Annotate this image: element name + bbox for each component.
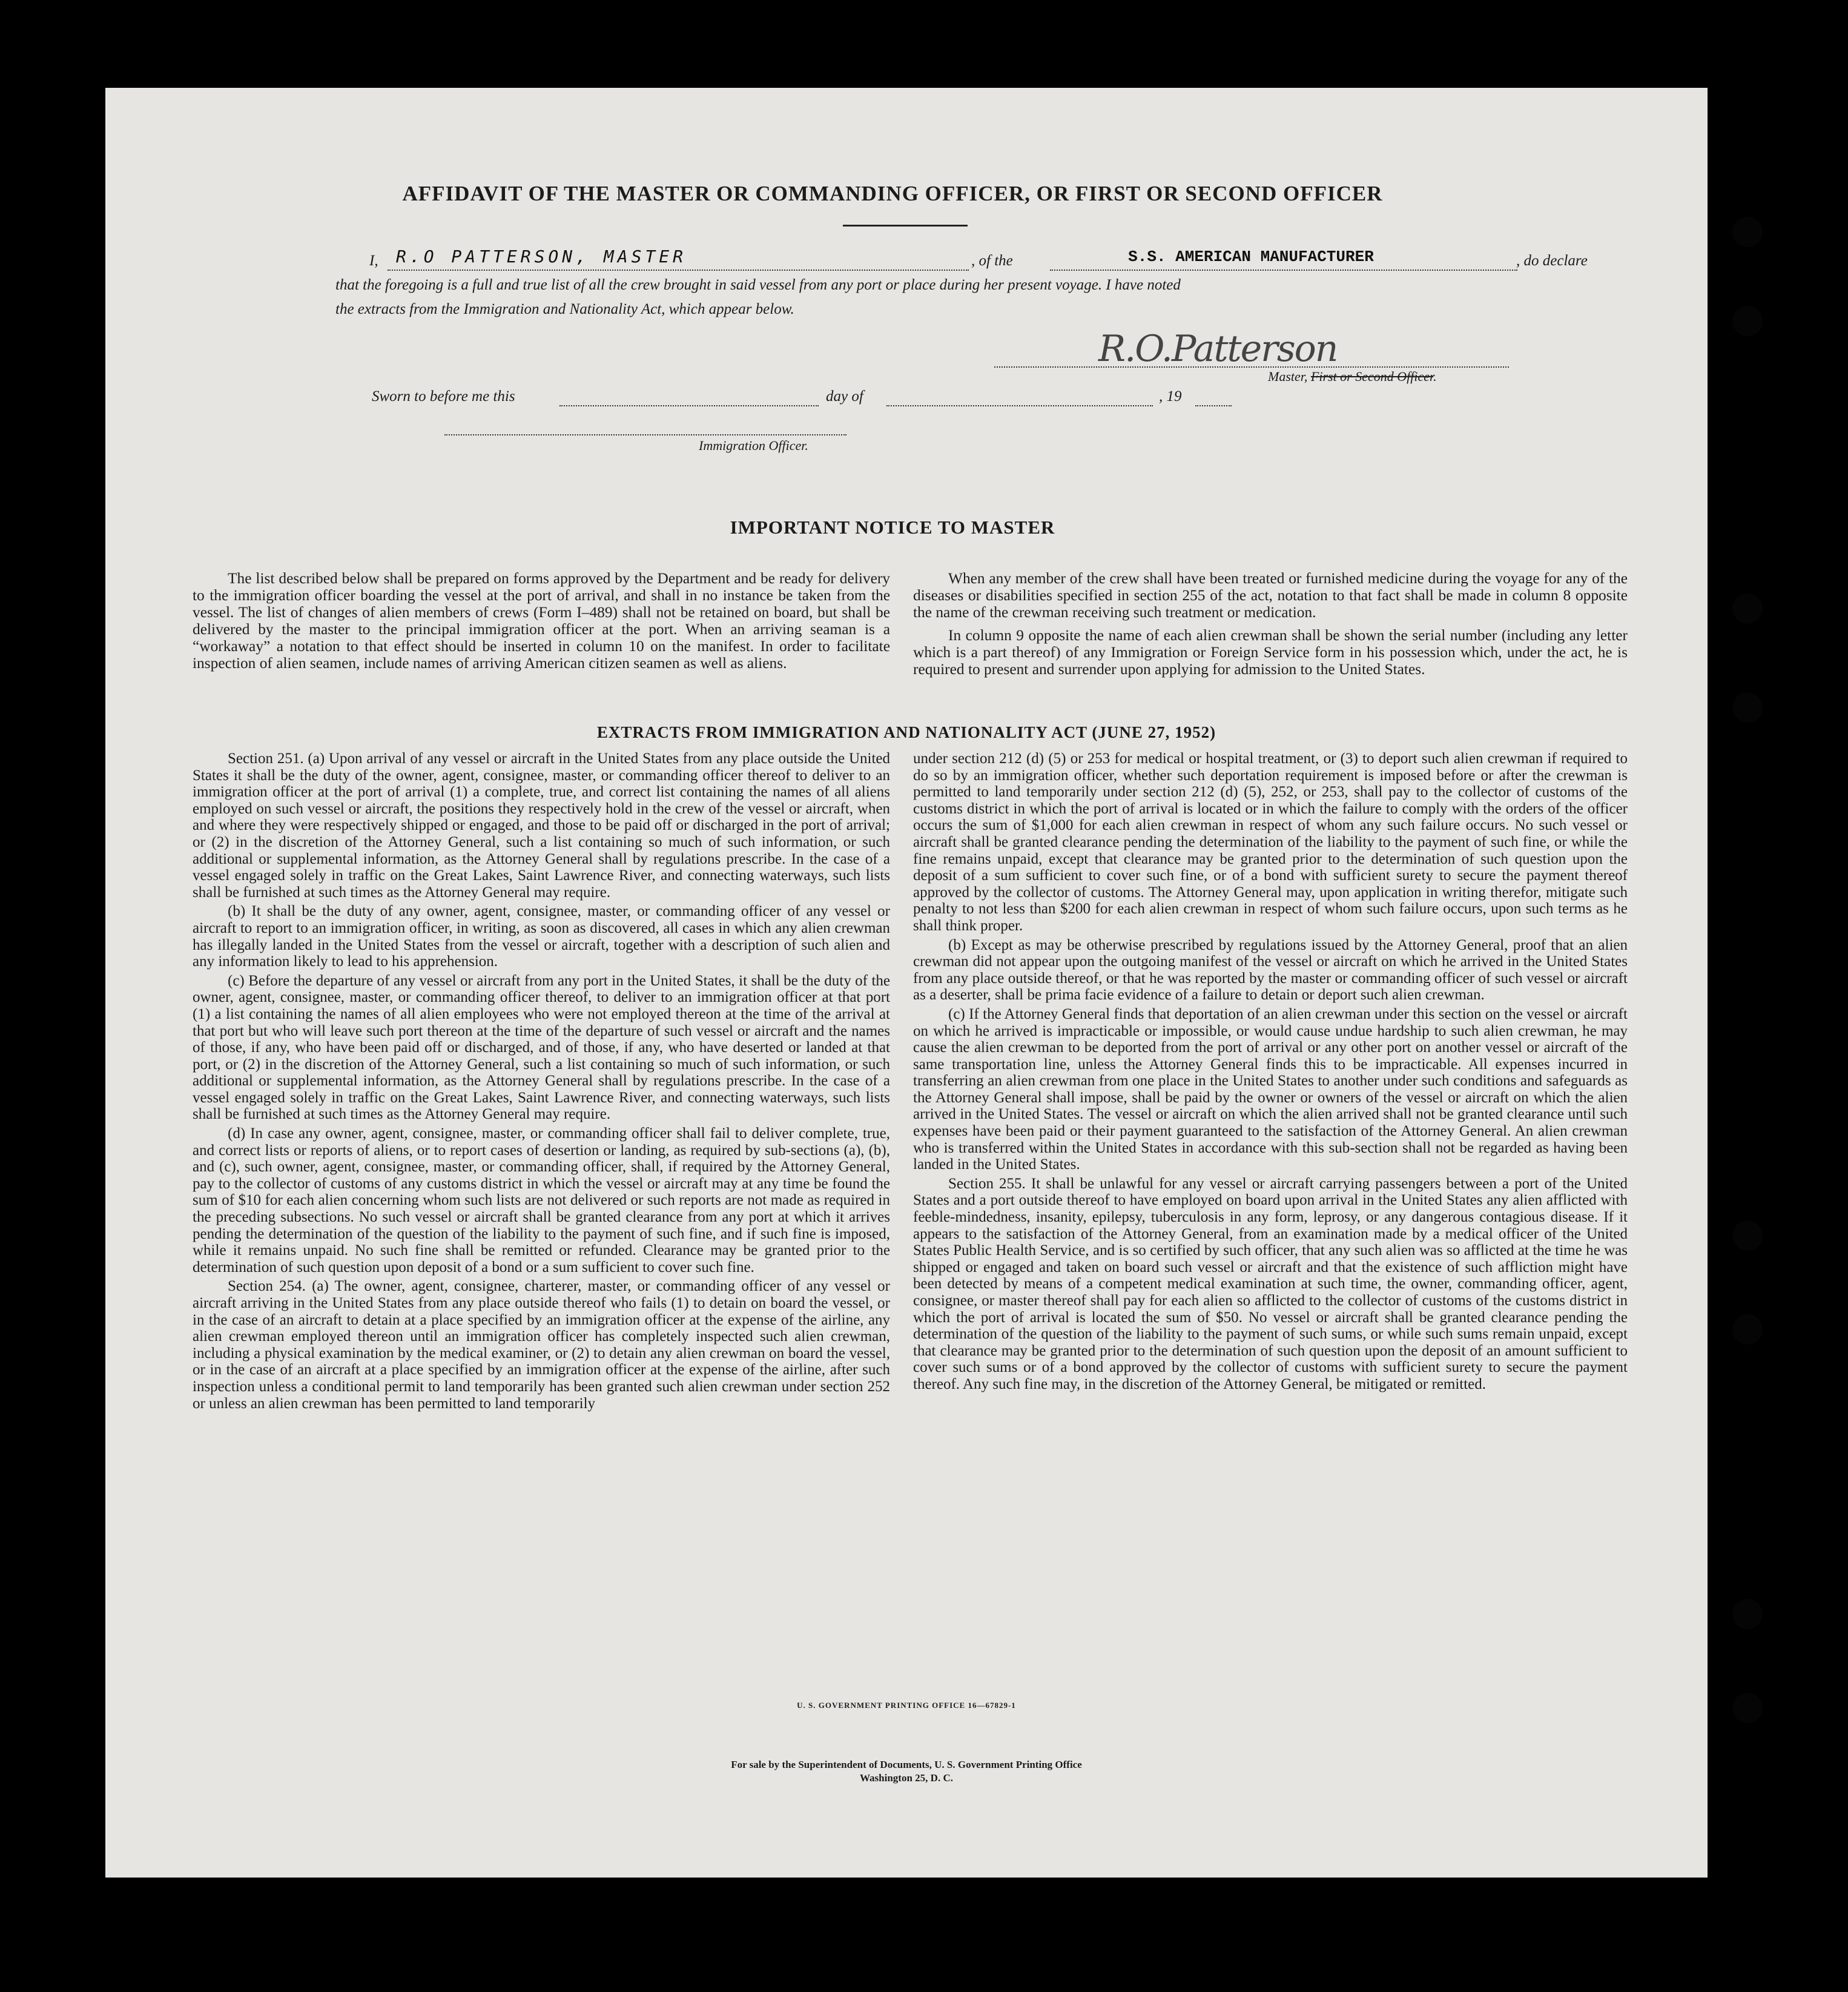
document-page xyxy=(105,88,1708,1878)
signature-caption xyxy=(1268,369,1437,385)
do-declare-label: , do declare xyxy=(1516,253,1588,269)
binder-hole xyxy=(1732,1599,1763,1629)
section-254-a-continued: under section 212 (d) (5) or 253 for medical or hospital treatment, or (3) to deport such alien crewman if required to do so by an immigration officer, whether such deportation requirement is imposed before or after the crewman is permitted to land temporarily under section 212 (d) (5), 252, or 253, shall pay to the collector of customs of the customs district in which the port of arrival is located or in which the failure to comply with the orders of the officer occurs the sum of $1,000 for each alien crewman in respect of whom any such failure occurs. No such vessel or aircraft shall be granted clearance pending the determination of the liability to the payment of such fine, or while the fine remains unpaid, except that clearance may be granted prior to the determination of such question upon the deposit of a sum sufficient to cover such fine, or of a bond with sufficient surety to secure the payment thereof approved by the collector of customs. The Attorney General may, upon application in writing therefor, mitigate such penalty to not less than $200 for each alien crewman in respect of whom such failure occurs, upon such terms as he shall think proper. xyxy=(913,750,1628,934)
i-label: I, xyxy=(369,253,378,269)
declaration-line-3: the extracts from the Immigration and Nationality Act, which appear below. xyxy=(335,301,794,317)
binder-hole xyxy=(1732,306,1763,336)
signature-line xyxy=(994,366,1509,368)
title-rule xyxy=(843,225,968,227)
notice-right-para-1: When any member of the crew shall have been treated or furnished medicine during the voyage for any of the diseases or disabilities specified in section 255 of the act, notation to that fact shall be made in column 8 opposite the name of the crewman receiving such treatment or medication. xyxy=(913,570,1628,621)
day-of-label: day of xyxy=(826,388,863,405)
extracts-left-column xyxy=(193,750,890,1414)
extracts-right-column xyxy=(913,750,1628,1395)
section-251-d: (d) In case any owner, agent, consignee, master, or commanding officer shall fail to deliver complete, true, and correct lists or reports of aliens, or to report cases of desertion or landing, as required by sub-sections (a), (b), and (c), such owner, agent, consignee, master, or commanding officer, shall, if required by the Attorney General, pay to the collector of customs of any customs district in which the vessel or aircraft may at any time be found the sum of $10 for each alien concerning whom such lists are not delivered or such reports are not made as required in the preceding subsections. No such vessel or aircraft shall be granted clearance from any port at which it arrives pending the determination of the question of the liability to the payment of such fine, and if such fine is imposed, while it remains unpaid. No such fine shall be remitted or refunded. Clearance may be granted prior to the determination of such question upon deposit of a bond or a sum sufficient to cover such fine. xyxy=(193,1125,890,1276)
section-254-b: (b) Except as may be otherwise prescribed by regulations issued by the Attorney General, proof that an alien crewman did not appear upon the outgoing manifest of the vessel or aircraft on which he arrived in the United States from any place outside thereof, or that he was reported by the master or commanding officer of such vessel or aircraft as a deserter, shall be prima facie evidence of a failure to detain or deport such alien crewman. xyxy=(913,936,1628,1004)
printing-office-line: U. S. GOVERNMENT PRINTING OFFICE 16—67829-1 xyxy=(797,1701,1016,1710)
binder-hole xyxy=(1732,692,1763,723)
for-sale-line-2: Washington 25, D. C. xyxy=(860,1772,953,1784)
for-sale-line-1: For sale by the Superintendent of Documents, U. S. Government Printing Office xyxy=(731,1759,1082,1770)
binder-hole xyxy=(1732,1220,1763,1251)
binder-hole xyxy=(1732,594,1763,624)
section-254-a: Section 254. (a) The owner, agent, consignee, charterer, master, or commanding officer of any vessel or aircraft arriving in the United States from any place outside thereof who fails (1) to detain on board the vessel, or in the case of an aircraft to detain at a place specified by an immigration officer at the expense of the airline, any alien crewman employed thereon until an immigration officer has completely inspected such alien crewman, including a physical examination by the medical examiner, or (2) to detain any alien crewman on board the vessel, or in the case of an aircraft at a place specified by an immigration officer at the expense of the airline, after such inspection unless a conditional permit to land temporarily has been granted such alien crewman under section 252 or unless an alien crewman has been permitted to land temporarily xyxy=(193,1278,890,1412)
notice-right-column xyxy=(913,570,1628,680)
sworn-label: Sworn to before me this xyxy=(372,388,515,405)
immigration-officer-label: Immigration Officer. xyxy=(699,438,808,453)
year-label: , 19 xyxy=(1159,388,1182,405)
binder-hole xyxy=(1732,217,1763,247)
notice-left-column xyxy=(193,570,890,674)
sworn-month-line xyxy=(886,405,1153,406)
master-signature: R.O.Patterson xyxy=(1098,328,1338,370)
binder-hole xyxy=(1732,1693,1763,1723)
of-the-label: , of the xyxy=(971,253,1013,269)
section-254-c: (c) If the Attorney General finds that deportation of an alien crewman under this section on the vessel or aircraft on which he arrived is impracticable or impossible, or would cause undue hardship to such alien crewman, he may cause the alien crewman to be deported from the port of arrival or any other port on another vessel or aircraft of the same transportation line, unless the Attorney General finds this to be impracticable. All expenses incurred in transferring an alien crewman from one place in the United States to another under such conditions and safeguards as the Attorney General shall impose, shall be paid by the owner or owners of the vessel or aircraft on which the alien arrived in the United States. The vessel or aircraft on which the alien arrived shall not be granted clearance until such expenses have been paid or their payment guaranteed to the satisfaction of the Attorney General. An alien crewman who is transferred within the United States in accordance with this sub-section shall not be regarded as having been landed in the United States. xyxy=(913,1005,1628,1173)
section-255: Section 255. It shall be unlawful for any vessel or aircraft carrying passengers between a port of the United States and a port outside thereof to have employed on board upon arrival in the United States any alien afflicted with feeble-mindedness, insanity, epilepsy, tuberculosis in any form, leprosy, or any dangerous contagious disease. If it appears to the satisfaction of the Attorney General, from an examination made by a medical officer of the United States Public Health Service, and is so certified by such officer, that any such alien was so afflicted at the time he was shipped or engaged and taken on board such vessel or aircraft and that the existence of such affliction might have been detected by means of a competent medical examination at such time, the owner, commanding officer, agent, consignee, or master thereof shall pay for each alien so afflicted to the collector of customs of the customs district in which the port of arrival is located the sum of $50. No vessel or aircraft shall be granted clearance pending the determination of the question of the liability to the payment of such sums, or while such sums remain unpaid, except that clearance may be granted prior to the determination of such question upon the deposit of an amount sufficient to cover such sums or of a bond approved by the collector of customs with sufficient surety to secure the payment thereof. Any such fine may, in the discretion of the Attorney General, be mitigated or remitted. xyxy=(913,1175,1628,1392)
binder-hole xyxy=(1732,1314,1763,1345)
extracts-title: EXTRACTS FROM IMMIGRATION AND NATIONALITY ACT (JUNE 27, 1952) xyxy=(596,723,1216,741)
section-251-c: (c) Before the departure of any vessel or aircraft from any port in the United States, it shall be the duty of the owner, agent, consignee, master, or commanding officer thereof, to deliver to an immigration officer at that port (1) a list containing the names of all alien employees who were not employed thereon at the time of the arrival at that port but who will leave such port thereon at the time of the departure of such vessel or aircraft and the names of those, if any, who have been paid off or discharged, and of those, if any, who have deserted or landed at that port, or (2) in the discretion of the Attorney General, such a list containing so much of such information, or such additional or supplemental information, as the Attorney General shall by regulations prescribe. In the case of a vessel engaged solely in traffic on the Great Lakes, Saint Lawrence River, and connecting waterways, such lists shall be furnished at such times as the Attorney General may require. xyxy=(193,972,890,1123)
section-251-b: (b) It shall be the duty of any owner, agent, consignee, master, or commanding officer of any vessel or aircraft to report to an immigration officer, in writing, as soon as discovered, all cases in which any alien crewman has illegally landed in the United States from the vessel or aircraft, together with a description of such alien and any information likely to lead to his apprehension. xyxy=(193,903,890,970)
notice-title: IMPORTANT NOTICE TO MASTER xyxy=(730,517,1055,538)
year-line xyxy=(1195,405,1232,406)
vessel-name-field[interactable]: S.S. AMERICAN MANUFACTURER xyxy=(1128,248,1374,266)
vessel-line xyxy=(1050,270,1517,271)
master-name-field[interactable]: R.O PATTERSON, MASTER xyxy=(396,247,687,266)
declaration-line-2: that the foregoing is a full and true list of all the crew brought in said vessel from any port or place during her present voyage. I have noted xyxy=(335,277,1181,293)
master-label: Master, xyxy=(1268,369,1308,384)
notice-left-para: The list described below shall be prepared on forms approved by the Department and be ready for delivery to the immigration officer boarding the vessel at the port of arrival, and shall in no instance be taken from the vessel. The list of changes of alien members of crews (Form I–489) shall not be retained on board, but shall be delivered by the master to the principal immigration officer at the port. When an arriving seaman is a “workaway” a notation to that effect should be inserted in column 10 on the manifest. In order to facilitate inspection of alien seamen, include names of arriving American citizen seamen as well as aliens. xyxy=(193,570,890,672)
sworn-day-line xyxy=(559,405,819,406)
affidavit-title: AFFIDAVIT OF THE MASTER OR COMMANDING OFFICER, OR FIRST OR SECOND OFFICER xyxy=(402,182,1383,205)
immigration-officer-line xyxy=(444,434,846,435)
section-251-a: Section 251. (a) Upon arrival of any vessel or aircraft in the United States from any place outside the United States it shall be the duty of the owner, agent, consignee, master, or commanding officer thereof to deliver to an immigration officer at the port of arrival (1) a complete, true, and correct list containing the names of all aliens employed on such vessel or aircraft, the positions they respectively hold in the crew of the vessel or aircraft, when and where they were respectively shipped or engaged, and those to be paid off or discharged in the port of arrival; or (2) in the discretion of the Attorney General, such a list containing so much of such information, or such additional or supplemental information, as the Attorney General shall by regulations prescribe. In the case of a vessel engaged solely in traffic on the Great Lakes, Saint Lawrence River, and connecting waterways, such lists shall be furnished at such times as the Attorney General may require. xyxy=(193,750,890,901)
notice-right-para-2: In column 9 opposite the name of each alien crewman shall be shown the serial number (including any letter which is a part thereof) of any Immigration or Foreign Service form in his possession which, under the act, he is required to present and surrender upon applying for admission to the United States. xyxy=(913,627,1628,678)
master-end: . xyxy=(1433,369,1437,384)
struck-officer-label: First or Second Officer xyxy=(1310,369,1434,384)
name-line xyxy=(388,270,969,271)
